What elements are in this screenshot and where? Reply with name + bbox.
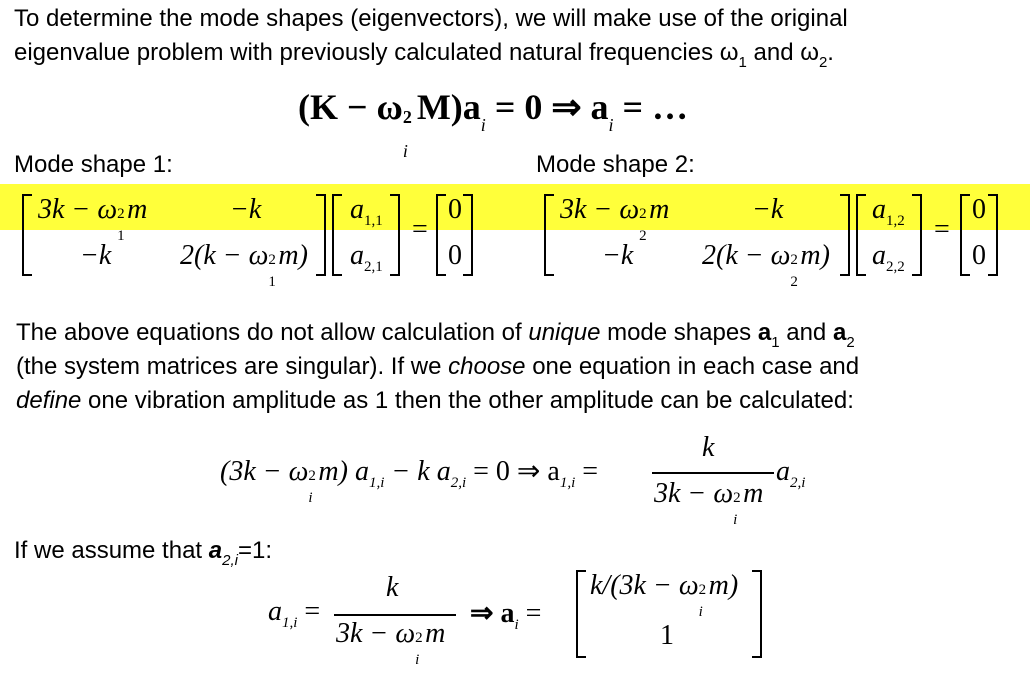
eq3-arrow [470, 596, 542, 633]
eq2-a3-sub: 1,i [559, 475, 576, 491]
m2-vector-a22 [872, 240, 905, 275]
para-line-3 [16, 384, 854, 418]
m1-matrix-right-bracket [316, 194, 326, 276]
eq-main-lhs-mid: M)a [416, 87, 481, 127]
eq2-tail [776, 456, 806, 491]
m2-vector-a22-text: a [872, 240, 886, 271]
m2-cell-22 [702, 240, 830, 290]
eigen-equation [298, 86, 689, 161]
m2-vector-a12 [872, 194, 905, 229]
para-line-2 [16, 350, 859, 384]
m1-vector-right-bracket [390, 194, 400, 276]
m2-cell-11-sub: 2 [639, 228, 647, 244]
eq2-a1-sub: 1,i [368, 475, 385, 491]
m2-cell-12: −k [752, 194, 784, 225]
eq3-denominator [336, 618, 446, 668]
para-choose: choose [448, 353, 526, 380]
eq3-vector-right-bracket [752, 570, 762, 658]
m2-zero-left-bracket [960, 194, 970, 276]
m2-cell-22-a: 2(k − ω [702, 240, 791, 271]
para-l1-a: The above equations do not allow calculation of [16, 319, 529, 346]
m2-cell-21: −k [602, 240, 634, 271]
m1-zero-1: 0 [448, 194, 462, 225]
eq3-den-b: m [425, 618, 446, 649]
m1-zero-right-bracket [463, 194, 473, 276]
eq-main-eq: = 0 ⇒ a [485, 87, 609, 127]
intro-line-2-a: eigenvalue problem with previously calculated natural frequencies ω [14, 39, 739, 66]
m1-cell-11-tail: m [127, 194, 148, 225]
m2-zero-2: 0 [972, 240, 986, 271]
para-l2-a: (the system matrices are singular). If we [16, 353, 449, 380]
eq2-eq0: = 0 ⇒ a [466, 456, 560, 487]
m2-vector-left-bracket [856, 194, 866, 276]
omega-2-sub: 2 [818, 54, 828, 71]
m2-vector-a12-text: a [872, 194, 886, 225]
eq3-lhs-sub: 1,i [282, 615, 298, 631]
assume-a-sub: 2,i [222, 552, 238, 569]
m2-cell-22-b: m) [800, 240, 830, 271]
para-a1-sub: 1 [771, 334, 780, 351]
eq-main-lhs-open: (K − ω [298, 87, 403, 127]
intro-line-2 [14, 36, 834, 73]
m1-vector-a11-sub: 1,1 [364, 213, 383, 229]
eq2-tail-sub: 2,i [790, 475, 806, 491]
eq3-numerator: k [386, 572, 399, 603]
m1-cell-22-sub: 1 [268, 274, 276, 290]
eq3-top-sub: i [698, 604, 703, 620]
m2-cell-11-text: 3k − ω [560, 194, 640, 225]
eq-main-omega-sub: i [402, 141, 408, 161]
para-unique: unique [528, 319, 601, 346]
eq2-den-sub: i [733, 512, 738, 528]
eq3-arrow-a: ⇒ a [470, 598, 515, 629]
eq2-lhs-a: (3k − ω [220, 456, 309, 487]
para-a1: a [757, 319, 772, 346]
m1-cell-11 [38, 194, 148, 244]
m1-vector-left-bracket [332, 194, 342, 276]
m1-vector-a21-text: a [350, 240, 364, 271]
para-and: and [779, 319, 833, 346]
m2-vector-a12-sub: 1,2 [886, 213, 905, 229]
eq2-den-a: 3k − ω [654, 478, 734, 509]
eq2-sub: i [308, 490, 313, 506]
m1-vector-a21 [350, 240, 383, 275]
eq2-a2-sub: 2,i [450, 475, 467, 491]
eq3-den-a: 3k − ω [336, 618, 416, 649]
m2-vector-right-bracket [912, 194, 922, 276]
assume-line [14, 534, 272, 571]
mode-shape-2-label: Mode shape 2: [536, 151, 695, 178]
eq3-top-b: m) [708, 570, 739, 601]
para-l2-b: one equation in each case and [525, 353, 860, 380]
eq3-vector-top [590, 570, 739, 620]
eq3-den-sup: 2 [415, 630, 423, 646]
intro-line-1-text: To determine the mode shapes (eigenvectors), we will make use of the original [14, 5, 848, 32]
omega-1-sub: 1 [738, 54, 747, 71]
eq3-vector-left-bracket [576, 570, 586, 658]
m1-cell-11-text: 3k − ω [38, 194, 118, 225]
eq2-tail-a: a [776, 456, 790, 487]
eq3-top-sup: 2 [698, 582, 707, 598]
para-define: define [16, 387, 82, 414]
m1-zero-2: 0 [448, 240, 462, 271]
eq3-arrow-sub: i [514, 617, 519, 633]
para-line-1 [16, 316, 855, 353]
para-l1-b: mode shapes [600, 319, 758, 346]
eq2-fraction-bar [652, 472, 774, 474]
m2-cell-11 [560, 194, 670, 244]
m2-equals: = [934, 214, 950, 245]
eq2-den-b: m [743, 478, 764, 509]
eq2-eq: = [575, 456, 599, 487]
para-a2: a [832, 319, 847, 346]
m1-vector-a21-sub: 2,1 [364, 259, 383, 275]
eq-main-omega-sup: 2 [402, 107, 412, 127]
m2-matrix-left-bracket [544, 194, 554, 276]
para-a2-sub: 2 [846, 334, 855, 351]
eq-main-a2-sub: i [608, 115, 614, 135]
m2-vector-a22-sub: 2,2 [886, 259, 905, 275]
eq2-minus: − k a [384, 456, 451, 487]
intro-line-2-b: and ω [746, 39, 819, 66]
eq3-lhs-a: a [268, 596, 282, 627]
m2-zero-1: 0 [972, 194, 986, 225]
eq3-lhs [268, 596, 321, 631]
mode-shape-1-label: Mode shape 1: [14, 151, 173, 178]
m1-matrix-left-bracket [22, 194, 32, 276]
m1-cell-12: −k [230, 194, 262, 225]
intro-line-2-c: . [827, 39, 834, 66]
assume-text-b: =1: [237, 537, 272, 564]
eq3-eq: = [297, 596, 321, 627]
m1-vector-a11-text: a [350, 194, 364, 225]
m1-cell-21: −k [80, 240, 112, 271]
eq-main-a-sub: i [480, 115, 486, 135]
para-l3-b: one vibration amplitude as 1 then the other amplitude can be calculated: [81, 387, 854, 414]
m2-cell-22-sup: 2 [790, 252, 798, 268]
m1-zero-left-bracket [436, 194, 446, 276]
eq3-fraction-bar [334, 614, 456, 616]
m2-cell-11-sup: 2 [639, 206, 647, 222]
m2-cell-22-sub: 2 [790, 274, 798, 290]
assume-a: a [208, 537, 223, 564]
m2-cell-11-tail: m [649, 194, 670, 225]
m1-vector-a11 [350, 194, 383, 229]
eq2-lhs [220, 454, 599, 506]
eq2-sup: 2 [308, 468, 316, 484]
eq3-vector-bottom: 1 [660, 620, 674, 651]
eq2-den-sup: 2 [733, 490, 741, 506]
m1-cell-22-b: m) [278, 240, 308, 271]
assume-text-a: If we assume that [14, 537, 209, 564]
m1-equals: = [412, 214, 428, 245]
intro-line-1 [14, 2, 848, 36]
eq3-top-a: k/(3k − ω [590, 570, 699, 601]
eq-main-rhs: = … [613, 87, 689, 127]
m2-zero-right-bracket [988, 194, 998, 276]
eq3-eq2: = [518, 598, 542, 629]
m1-cell-11-sup: 2 [117, 206, 125, 222]
m1-cell-22-sup: 2 [268, 252, 276, 268]
m1-cell-22 [180, 240, 308, 290]
m1-cell-22-a: 2(k − ω [180, 240, 269, 271]
eq2-denominator [654, 478, 764, 528]
eq2-numerator: k [702, 432, 715, 463]
eq3-den-sub: i [415, 652, 420, 668]
m1-cell-11-sub: 1 [117, 228, 125, 244]
eq2-lhs-b: m) a [318, 456, 369, 487]
m2-matrix-right-bracket [840, 194, 850, 276]
